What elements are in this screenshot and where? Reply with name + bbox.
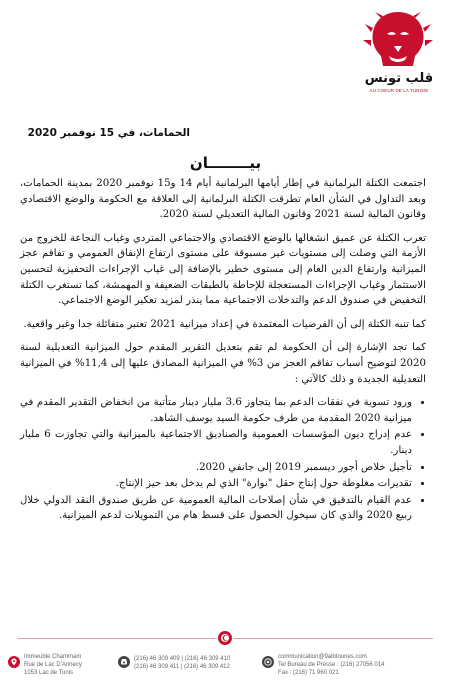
location-pin-icon: [8, 656, 20, 668]
at-sign-icon: [262, 656, 274, 668]
phone-line: (216) 46 309 409 | (216) 46 309 410: [134, 656, 231, 662]
qalb-tounes-logo: [359, 8, 437, 108]
list-item: • ورود تسوية في نفقات الدعم بما يتجاوز 3.6 مليار دينار متأتية من انخفاض التقدير المقدم في ميزانية 2020 المقدمة من طرف حكومة السيد يوسف الشاهد.: [20, 395, 412, 426]
document-title: بيــــــــان: [189, 154, 262, 172]
phone-icon: [118, 656, 130, 668]
logo-wordmark: قلب تونس: [364, 71, 434, 86]
list-item: • تقديرات مغلوطة حول إنتاج حقل "نوارة" الذي لم يدخل بعد حيز الإنتاج.: [20, 476, 412, 492]
paragraph: اجتمعت الكتلة البرلمانية في إطار أيامها البرلمانية أيام 14 و15 نوفمبر 2020 بمدينة الحمامات، وبعد التداول في الشأن العام تطرقت الكتلة البرلمانية إلى العلاقة مع الحكومة والوضع الاقتصادي وقانون المالية لسنة 2021 وقانون المالية التعديلي لسنة 2020.: [20, 178, 426, 221]
list-item: • تأجيل خلاص أجور ديسمبر 2019 إلى جانفي 2020.: [20, 460, 412, 476]
list-item: • عدم القيام بالتدقيق في شأن إصلاحات المالية العمومية عن طريق صندوق النقد الدولي خلال ربيع 2020 والذي كان سيخول الحصول على قسط هام من التمويلات لدعم الميزانية.: [20, 493, 412, 524]
phone-line: (216) 46 309 411 | (216) 46 309 412: [134, 664, 230, 671]
paragraph: كما تنبه الكتلة إلى أن الفرضيات المعتمدة في إعداد ميزانية 2021 تعتبر متفائلة جدا وغير واقعية.: [23, 318, 426, 330]
list-item: • عدم إدراج ديون المؤسسات العمومية والصناديق الاجتماعية بالميزانية والتي تجاوزت 6 مليار دينار.: [20, 427, 412, 458]
paragraph: تعرب الكتلة عن عميق انشغالها بالوضع الاقتصادي والاجتماعي المتردي وغياب النجاعة للخروج من الأزمة التي وصلت إلى مستويات غير مسبوقة على مستوى ارتفاع الإنفاق العمومي و تفاقم عجز الميزانية وارتفاع الدين العام إلى مستوى خطير بالإضافة إلى غياب الإجراءات التحفيزية لتحسين الاستثمار وغياب الإجراءات المستعجلة للإحاطة بالطبقات الضعيفة و المهمشة، كما تستغرب الكتلة التخفيض في صندوق الدعم والتدخلات الاجتماعية مما ينذر لمزيد تعكير الوضع الاجتماعي.: [20, 232, 426, 307]
tunisia-emblem-icon: [217, 630, 233, 646]
contact-fax: Fax : (216) 71 960 021: [278, 670, 339, 677]
address-line: Immeuble Chammam: [24, 654, 82, 660]
contact-phone: Tel Bureau de Presse : (216) 27056 014: [278, 662, 385, 669]
footer: [0, 653, 451, 693]
paragraph: كما تجد الإشارة إلى أن الحكومة لم تقم بتعديل التقرير المقدم حول الميزانية التعديلية لسنة 2020 لتوضيح أسباب تفاقم العجز من 3% في الميزانية المصادق عليها إلى 11,4% في الميزانية التعديلية الجديدة و ذلك كالآتي :: [20, 342, 426, 385]
document-body: [20, 176, 426, 525]
date-line: الحمامات، في 15 نوفمبر 2020: [27, 127, 190, 139]
contact-email: communication@9albtounes.com: [278, 654, 367, 660]
bullet-list: [20, 395, 426, 524]
address-line: Rue de Lac D'Annecy: [24, 662, 82, 669]
logo-tagline: AU COEUR DE LA TUNISIE: [369, 88, 429, 93]
address-line: 1053 Lac de Tunis: [24, 670, 74, 677]
